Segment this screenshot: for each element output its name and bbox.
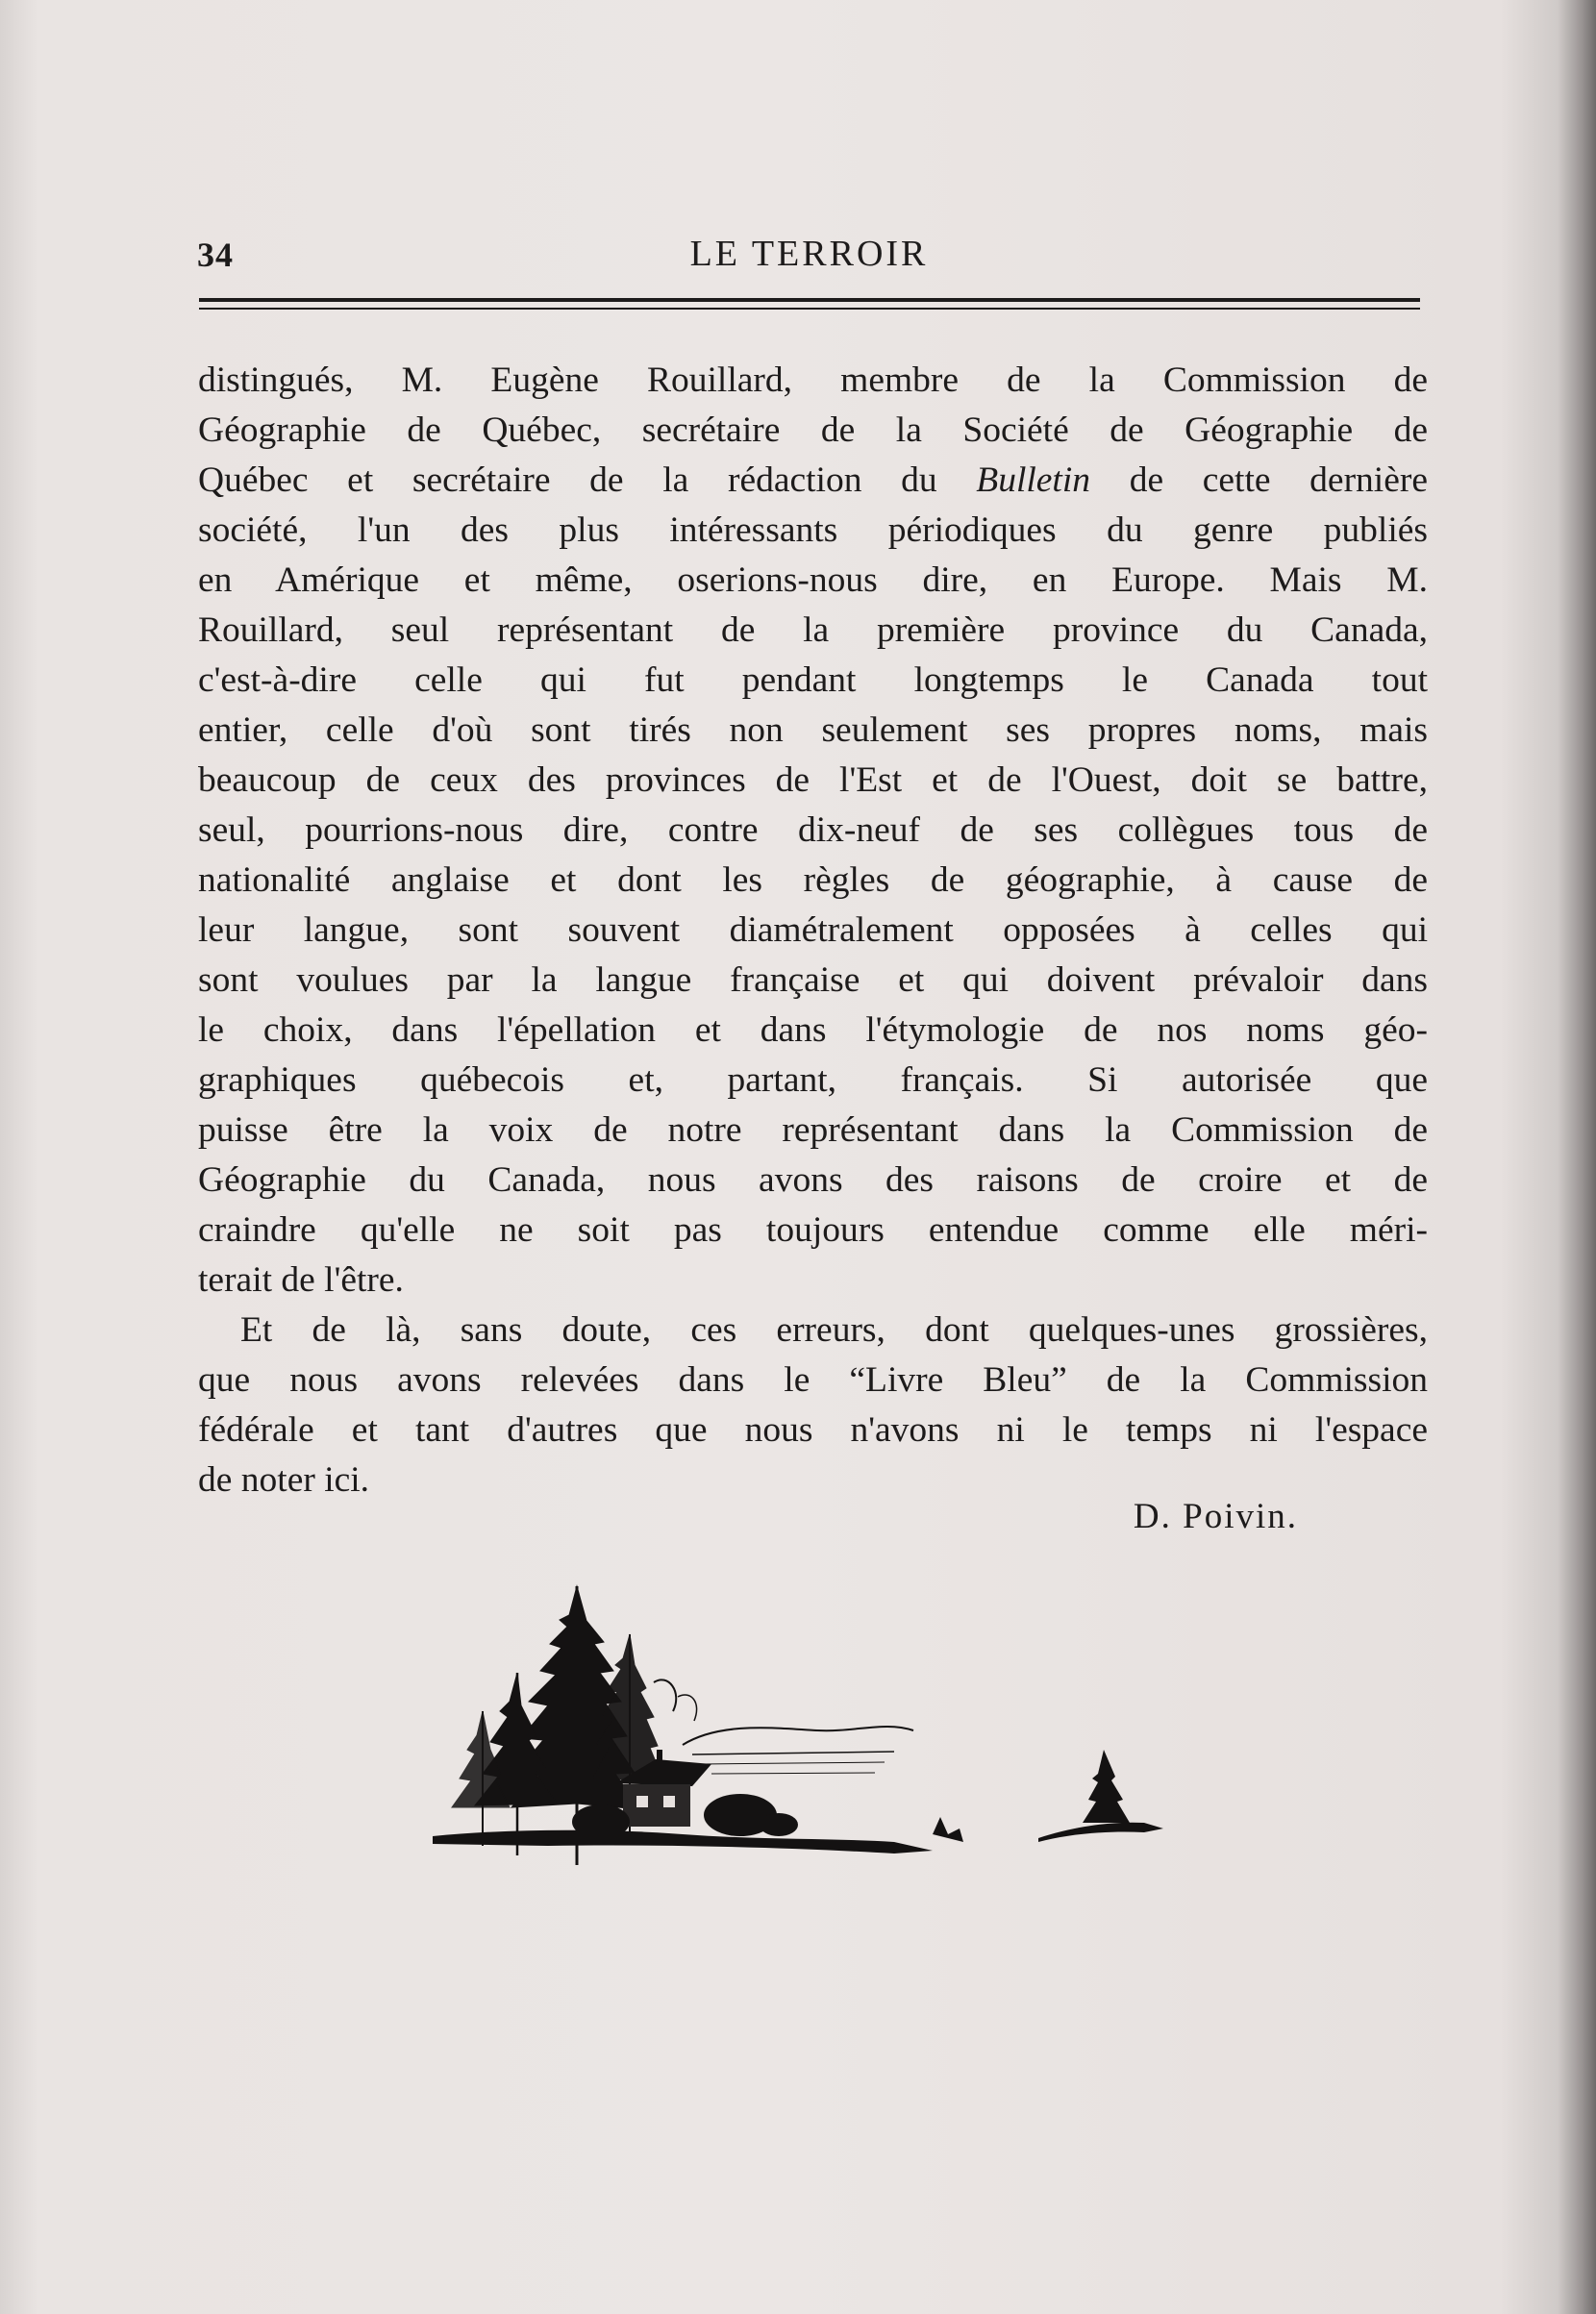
text-line: fédérale et tant d'autres que nous n'avons ni le temps ni l'espace (198, 1410, 1428, 1450)
text-line: en Amérique et même, oserions-nous dire, en Europe. Mais M. (198, 560, 1428, 600)
text-line-with-italic (198, 456, 1428, 506)
ground (433, 1830, 933, 1854)
text-line: Géographie de Québec, secrétaire de la Société de Géographie de (198, 411, 1428, 450)
text-line: société, l'un des plus intéressants périodiques du genre publiés (198, 510, 1428, 550)
text-line: distingués, M. Eugène Rouillard, membre de la Commission de (198, 361, 1428, 400)
text-line-paragraph-end: terait de l'être. (198, 1260, 404, 1300)
article-body (198, 356, 1428, 1505)
author-signature: D. Poivin. (1133, 1497, 1298, 1536)
lone-pine-right (1038, 1750, 1163, 1842)
running-title: LE TERROIR (689, 234, 929, 274)
text-line: craindre qu'elle ne soit pas toujours entendue comme elle méri- (198, 1210, 1428, 1250)
text-line: leur langue, sont souvent diamétralement opposées à celles qui (198, 910, 1428, 950)
text-line: puisse être la voix de notre représentant dans la Commission de (198, 1110, 1428, 1150)
text-line: que nous avons relevées dans le “Livre Bleu” de la Commission (198, 1360, 1428, 1400)
text-line-paragraph-end: de noter ici. (198, 1460, 370, 1500)
distant-shoreline (654, 1680, 913, 1774)
text-fragment: de cette dernière (1090, 460, 1429, 500)
text-line: seul, pourrions-nous dire, contre dix-neuf de ses collègues tous de (198, 810, 1428, 850)
header-rule-thin (199, 308, 1420, 310)
text-line: graphiques québecois et, partant, français. Si autorisée que (198, 1060, 1428, 1100)
text-line: le choix, dans l'épellation et dans l'étymologie de nos noms géo- (198, 1010, 1428, 1050)
text-line-paragraph-start: Et de là, sans doute, ces erreurs, dont quelques-unes grossières, (240, 1310, 1428, 1350)
text-line: sont voulues par la langue française et qui doivent prévaloir dans (198, 960, 1428, 1000)
italic-title-bulletin: Bulletin (976, 460, 1091, 500)
text-line: Rouillard, seul représentant de la première province du Canada, (198, 610, 1428, 650)
text-line: Géographie du Canada, nous avons des raisons de croire et de (198, 1160, 1428, 1200)
page-number: 34 (197, 236, 234, 274)
text-line: c'est-à-dire celle qui fut pendant longtemps le Canada tout (198, 660, 1428, 700)
landscape-vignette-illustration (433, 1577, 1163, 1903)
header-rule-thick (199, 298, 1420, 302)
text-fragment: Québec et secrétaire de la rédaction du (198, 460, 977, 500)
text-line: nationalité anglaise et dont les règles de géographie, à cause de (198, 860, 1428, 900)
shore-shrub (933, 1817, 963, 1842)
text-line: entier, celle d'où sont tirés non seulement ses propres noms, mais (198, 710, 1428, 750)
text-line: beaucoup de ceux des provinces de l'Est et de l'Ouest, doit se battre, (198, 760, 1428, 800)
page-header (197, 231, 1421, 279)
